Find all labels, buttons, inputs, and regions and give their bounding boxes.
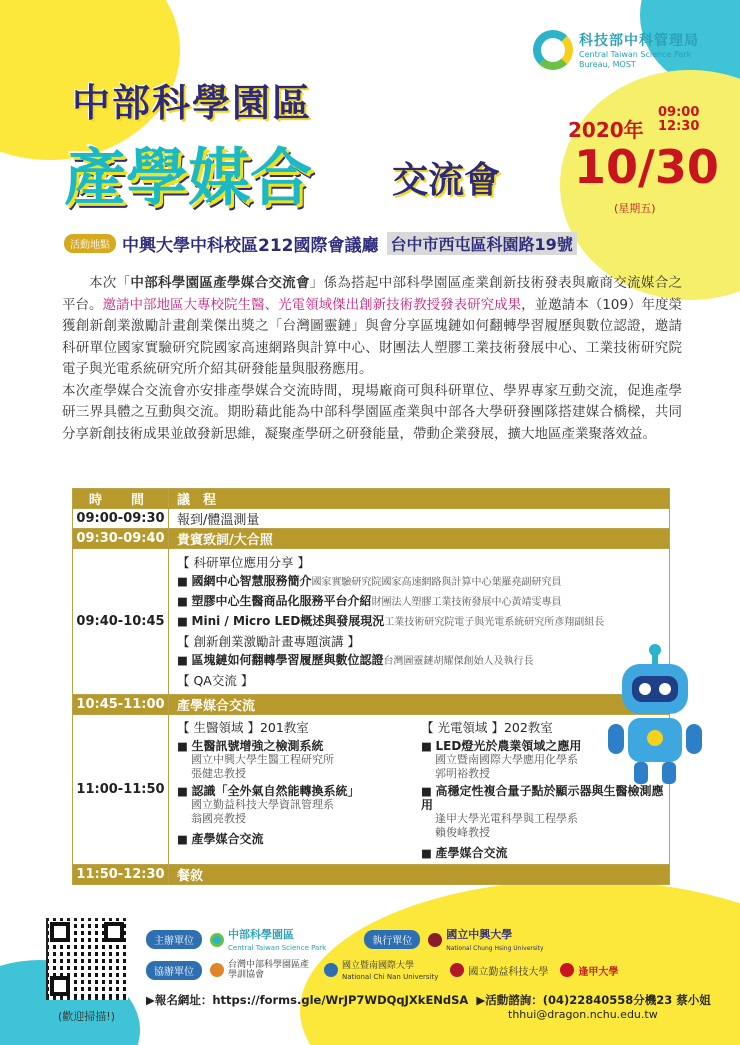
row-program: 報到/體溫測量	[169, 509, 670, 529]
row-time: 09:00-09:30	[73, 509, 169, 529]
host-logo	[210, 926, 326, 953]
agenda-item: ■ 生醫訊號增強之檢測系統	[177, 739, 324, 753]
co-logo-3	[450, 963, 548, 978]
agenda-row	[73, 509, 670, 529]
item-title: 產學媒合交流	[191, 832, 264, 846]
biomed-column	[177, 719, 421, 860]
org-logo	[533, 30, 699, 70]
agenda-item: ■ 產學媒合交流	[421, 846, 508, 860]
row-time: 11:00-11:50	[73, 715, 169, 865]
col-time-header: 時 間	[73, 489, 169, 509]
item-title: 區塊鏈如何翻轉學習履歷與數位認證	[191, 653, 384, 667]
association-icon	[210, 963, 224, 977]
intro-p1-highlight: 邀請中部地區大專校院生醫、光電領域傑出創新技術教授發表研究成果	[102, 296, 522, 313]
ctsp-logo-icon	[533, 30, 573, 70]
co-tag: 協辦單位	[146, 961, 202, 980]
agenda-row	[73, 529, 670, 549]
ncut-icon	[450, 963, 464, 977]
venue-tag: 活動地點	[64, 234, 116, 253]
section-research: 【 科研單位應用分享 】	[177, 555, 310, 570]
item-speaker: 財團法人塑膠工業技術發展中心黃靖雯專員	[371, 597, 562, 608]
row-time: 09:40-10:45	[73, 549, 169, 695]
row-time: 09:30-09:40	[73, 529, 169, 549]
item-speaker: 台灣圖靈鏈胡耀傑創始人及執行長	[383, 656, 534, 667]
agenda-row	[73, 549, 670, 695]
row-time: 11:50-12:30	[73, 865, 169, 885]
agenda-item: ■ LED燈光於農業領域之應用	[421, 739, 582, 753]
co-logo-2	[324, 958, 438, 982]
item-org: 國立勤益科技大學資訊管理系	[191, 798, 334, 811]
agenda-header-row	[73, 489, 670, 509]
agenda-row	[73, 695, 670, 715]
item-title: 認識「全外氣自然能轉換系統」	[191, 784, 360, 798]
item-org: 國立中興大學生醫工程研究所	[191, 753, 334, 766]
row-program: 產學媒合交流	[169, 695, 670, 715]
row-time: 10:45-11:00	[73, 695, 169, 715]
row-program: 貴賓致詞/大合照	[169, 529, 670, 549]
host-name: 中部科學園區	[228, 928, 294, 941]
co4-name: 逢甲大學	[578, 966, 619, 978]
register-url[interactable]: https://forms.gle/WrJP7WDQqJXkENdSA	[212, 993, 469, 1007]
org-name-en-1: Central Taiwan Science Park	[579, 50, 692, 59]
agenda-item: ■ 塑膠中心生醫商品化服務平台介紹財團法人塑膠工業技術發展中心黃靖雯專員	[177, 594, 562, 608]
item-title: Mini / Micro LED概述與發展現況	[191, 614, 385, 628]
row-program	[169, 715, 670, 865]
org-name-en-2: Bureau, MOST	[579, 60, 636, 69]
event-date	[556, 92, 724, 232]
robot-illustration	[600, 640, 710, 790]
item-person: 賴俊峰教授	[435, 826, 490, 839]
ctsp-icon	[210, 933, 224, 947]
date-end: 12:30	[658, 119, 700, 134]
item-org: 逢甲大學光電科學與工程學系	[435, 812, 578, 825]
date-time	[658, 106, 699, 134]
row-program: 餐敘	[169, 865, 670, 885]
co2-name: 國立暨南國際大學	[342, 961, 415, 971]
register-label: ▶報名網址：	[146, 993, 213, 1007]
qr-corner-icon	[104, 922, 124, 942]
item-person: 翁國亮教授	[191, 812, 246, 825]
item-title: 國網中心智慧服務簡介	[191, 574, 312, 588]
co-logo-4	[560, 963, 618, 978]
item-person: 張健忠教授	[191, 767, 246, 780]
item-title: LED燈光於農業領域之應用	[435, 739, 582, 753]
host-tag: 主辦單位	[146, 930, 202, 949]
item-title: 高穩定性複合量子點於顯示器與生醫檢測應用	[421, 784, 664, 812]
co2-name-en: National Chi Nan University	[342, 973, 439, 981]
agenda-item: ■ 產學媒合交流	[177, 832, 264, 846]
intro-p1-event: 中部科學園區產學媒合交流會	[130, 275, 310, 291]
org-name-zh: 科技部中科管理局	[579, 33, 699, 49]
opto-section: 【 光電領域 】202教室	[421, 720, 553, 735]
venue-name: 中興大學中科校區212國際會議廳	[122, 235, 379, 256]
title-line2: 產學媒合	[64, 141, 313, 214]
qr-caption: (歡迎掃描!)	[58, 1010, 115, 1023]
agenda-table	[72, 488, 670, 885]
date-year: 2020年	[568, 118, 644, 142]
intro-paragraph-1	[62, 273, 682, 381]
title-line1: 中部科學園區	[72, 81, 313, 125]
co3-name: 國立勤益科技大學	[468, 966, 549, 978]
date-start: 09:00	[658, 105, 700, 120]
venue-address: 台中市西屯區科園路19號	[387, 232, 577, 255]
co-organizer-row	[146, 958, 630, 982]
row-program	[169, 549, 670, 695]
exec-logo	[428, 926, 543, 953]
item-speaker: 國家實驗研究院國家高速網路與計算中心葉羅堯副研究員	[311, 577, 562, 588]
fcu-icon	[560, 963, 574, 977]
agenda-item: ■ 區塊鏈如何翻轉學習履歷與數位認證台灣圖靈鏈胡耀傑創始人及執行長	[177, 653, 534, 667]
exec-name: 國立中興大學	[446, 928, 513, 941]
qr-corner-icon	[50, 976, 70, 996]
contact-label: ▶活動諮詢：	[476, 993, 543, 1007]
intro-p1-d: ，並邀請本（109）年度榮獲創新創業激勵計畫創業傑出獎之「台灣圖靈鏈」與會分享區塊鏈如何翻轉學習履歷與數位認證，邀請科研單位國家實驗研究院國家高速網路與計算中心、財團法人塑膠工業技術發展中心、工業技術研究院電子與光電系統研究所介紹其研發能量與服務應用。	[62, 296, 682, 377]
item-speaker: 工業技術研究院電子與光電系統研究所彥翔副組長	[384, 617, 605, 628]
agenda-item: ■ 國網中心智慧服務簡介國家實驗研究院國家高速網路與計算中心葉羅堯副研究員	[177, 574, 562, 588]
col-program-header: 議 程	[169, 489, 670, 509]
co-logo-1	[210, 960, 312, 980]
item-person: 郭明裕教授	[435, 767, 490, 780]
exec-tag: 執行單位	[364, 930, 420, 949]
exec-name-en: National Chung Hsing University	[446, 945, 544, 952]
intro-text	[62, 273, 682, 445]
agenda-row	[73, 865, 670, 885]
intro-p1-a: 本次「	[89, 275, 131, 291]
host-name-en: Central Taiwan Science Park	[228, 944, 327, 952]
contact-phone: (04)22840558分機23 蔡小姐	[542, 993, 711, 1007]
qr-corner-icon	[50, 922, 70, 942]
date-weekday: (星期五)	[614, 202, 656, 215]
co1-name: 台灣中部科學園區產學訓協會	[228, 960, 310, 980]
registration-line	[146, 992, 711, 1008]
item-title: 生醫訊號增強之檢測系統	[191, 739, 324, 753]
nchu-icon	[428, 933, 442, 947]
agenda-row	[73, 715, 670, 865]
intro-paragraph-2: 本次產學媒合交流會亦安排產學媒合交流時間，現場廠商可與科研單位、學界專家互動交流，促進產學研三界具體之互動與交流。期盼藉此能為中部科學園區產業與中部各大學研發團隊搭建媒合橋樑，共同分享新創技術成果並啟發新思維，凝聚產學研之研發能量，帶動企業發展，擴大地區產業聚落效益。	[62, 382, 682, 442]
title-line3: 交流會	[392, 160, 501, 201]
ncnu-icon	[324, 963, 338, 977]
agenda-item: ■ 認識「全外氣自然能轉換系統」	[177, 784, 360, 798]
item-title: 產學媒合交流	[435, 846, 508, 860]
item-title: 塑膠中心生醫商品化服務平台介紹	[191, 594, 372, 608]
host-row	[146, 926, 556, 953]
section-startup: 【 創新創業激勵計畫專題演講 】	[177, 634, 360, 649]
biomed-section: 【 生醫領域 】201教室	[177, 720, 309, 735]
date-day: 10/30	[574, 140, 719, 194]
intro-p1-c: 」係為搭起中部科學園區產業創新技術發表與廠商交流媒合之平台。	[62, 275, 683, 313]
agenda-item: ■ 高穩定性複合量子點於顯示器與生醫檢測應用	[421, 784, 664, 812]
contact-email[interactable]: thhui@dragon.nchu.edu.tw	[508, 1008, 658, 1021]
agenda-item: ■ Mini / Micro LED概述與發展現況工業技術研究院電子與光電系統研究所彥翔副組長	[177, 614, 605, 628]
section-qa: 【 QA交流 】	[177, 673, 254, 688]
venue	[64, 232, 577, 254]
item-org: 國立暨南國際大學應用化學系	[435, 753, 578, 766]
